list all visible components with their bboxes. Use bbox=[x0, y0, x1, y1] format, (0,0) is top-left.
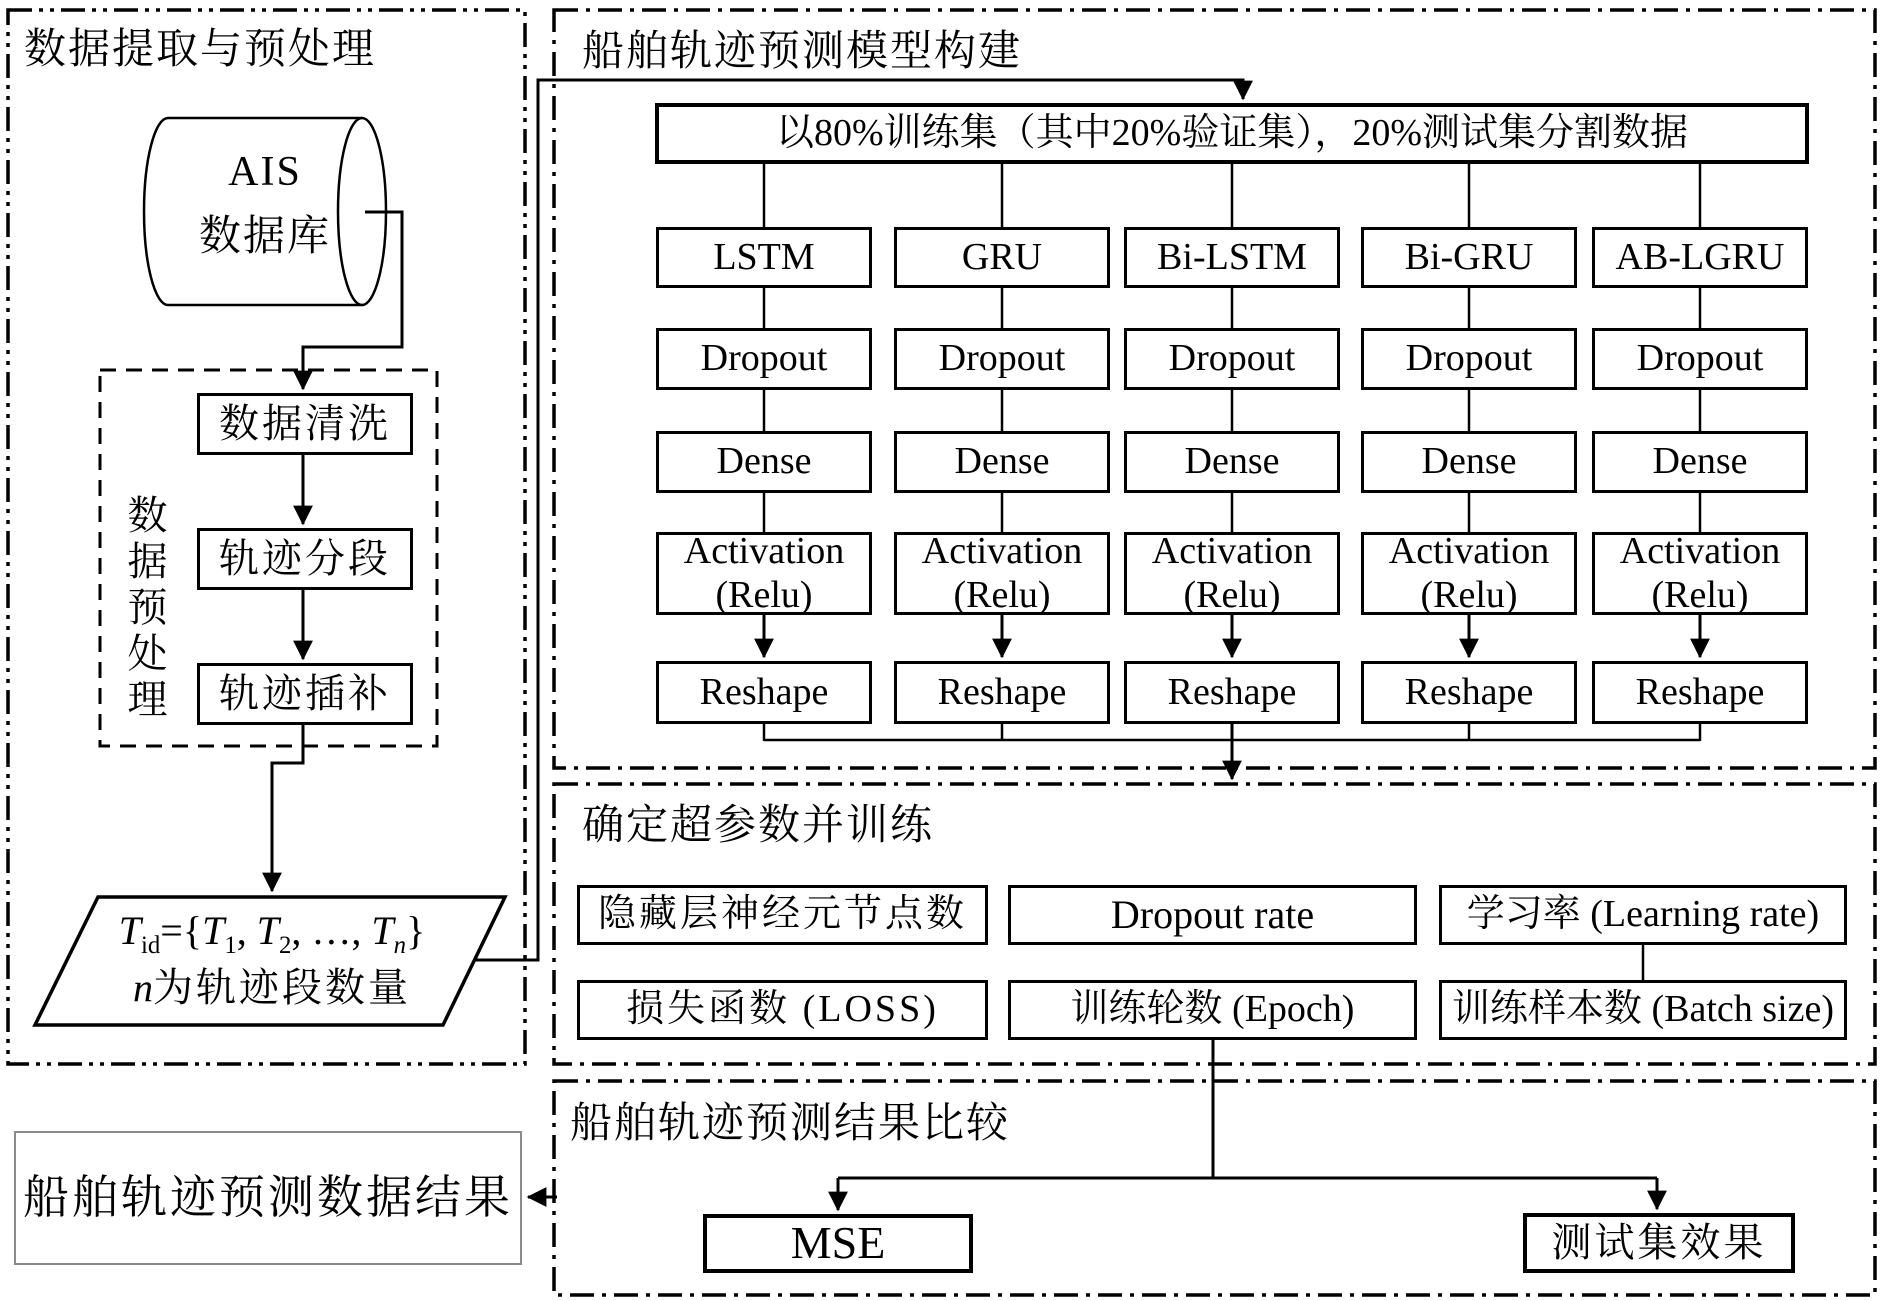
layer-activation-2: Activation (Relu) bbox=[894, 532, 1110, 615]
step-trajectory-interpolation: 轨迹插补 bbox=[197, 663, 413, 725]
trajectory-formula: $T_{id}=\{T_1$, $T_2$, …, $T_n$} bbox=[118, 908, 426, 959]
trajectory-set-label bbox=[62, 905, 482, 1014]
layer-reshape-3: Reshape bbox=[1124, 661, 1340, 724]
model-ablgru: AB-LGRU bbox=[1592, 227, 1808, 288]
database-line2: 数据库 bbox=[198, 214, 331, 261]
layer-dense-1: Dense bbox=[656, 431, 872, 493]
test-set-box: 测试集效果 bbox=[1523, 1213, 1795, 1273]
layer-reshape-1: Reshape bbox=[656, 661, 872, 724]
data-split-box: 以80%训练集（其中20%验证集），20%测试集分割数据 bbox=[655, 103, 1809, 164]
arrow-interp-to-parallelogram bbox=[272, 725, 303, 891]
database-line1: AIS bbox=[228, 149, 302, 195]
step-trajectory-segmentation: 轨迹分段 bbox=[197, 528, 413, 590]
hyperparameter-panel-title: 确定超参数并训练 bbox=[582, 803, 935, 849]
layer-dropout-4: Dropout bbox=[1361, 328, 1577, 390]
layer-activation-4: Activation (Relu) bbox=[1361, 532, 1577, 615]
layer-dropout-5: Dropout bbox=[1592, 328, 1808, 390]
layer-reshape-5: Reshape bbox=[1592, 661, 1808, 724]
layer-activation-5: Activation (Relu) bbox=[1592, 532, 1808, 615]
layer-activation-3: Activation (Relu) bbox=[1124, 532, 1340, 615]
layer-dropout-1: Dropout bbox=[656, 328, 872, 390]
layer-dropout-3: Dropout bbox=[1124, 328, 1340, 390]
hyper-epoch: 训练轮数 (Epoch) bbox=[1008, 980, 1417, 1040]
model-bigru: Bi-GRU bbox=[1361, 227, 1577, 288]
activation-to-reshape-arrows bbox=[764, 615, 1700, 657]
hyper-dropout-rate: Dropout rate bbox=[1008, 885, 1417, 945]
extract-panel-title: 数据提取与预处理 bbox=[24, 27, 377, 73]
hyper-hidden-nodes: 隐藏层神经元节点数 bbox=[577, 885, 988, 945]
model-build-panel-title: 船舶轨迹预测模型构建 bbox=[582, 29, 1023, 75]
preprocess-vertical-label: 数据预处理 bbox=[122, 494, 167, 724]
layer-activation-1: Activation (Relu) bbox=[656, 532, 872, 615]
layer-dense-2: Dense bbox=[894, 431, 1110, 493]
layer-reshape-2: Reshape bbox=[894, 661, 1110, 724]
layer-dense-4: Dense bbox=[1361, 431, 1577, 493]
model-gru: GRU bbox=[894, 227, 1110, 288]
step-data-cleaning: 数据清洗 bbox=[197, 393, 413, 455]
mse-box: MSE bbox=[703, 1214, 973, 1273]
layer-dense-5: Dense bbox=[1592, 431, 1808, 493]
column-links bbox=[764, 288, 1700, 532]
hyper-batch-size: 训练样本数 (Batch size) bbox=[1439, 980, 1847, 1040]
result-box: 船舶轨迹预测数据结果 bbox=[14, 1131, 522, 1265]
compare-panel-title: 船舶轨迹预测结果比较 bbox=[570, 1101, 1011, 1147]
model-lstm: LSTM bbox=[656, 227, 872, 288]
hyper-learning-rate: 学习率 (Learning rate) bbox=[1439, 885, 1847, 945]
hyper-loss: 损失函数 (LOSS) bbox=[577, 980, 988, 1040]
layer-dense-3: Dense bbox=[1124, 431, 1340, 493]
database-label bbox=[168, 140, 362, 270]
model-bilstm: Bi-LSTM bbox=[1124, 227, 1340, 288]
layer-reshape-4: Reshape bbox=[1361, 661, 1577, 724]
trajectory-count-note: n为轨迹段数量 bbox=[133, 965, 411, 1011]
layer-dropout-2: Dropout bbox=[894, 328, 1110, 390]
